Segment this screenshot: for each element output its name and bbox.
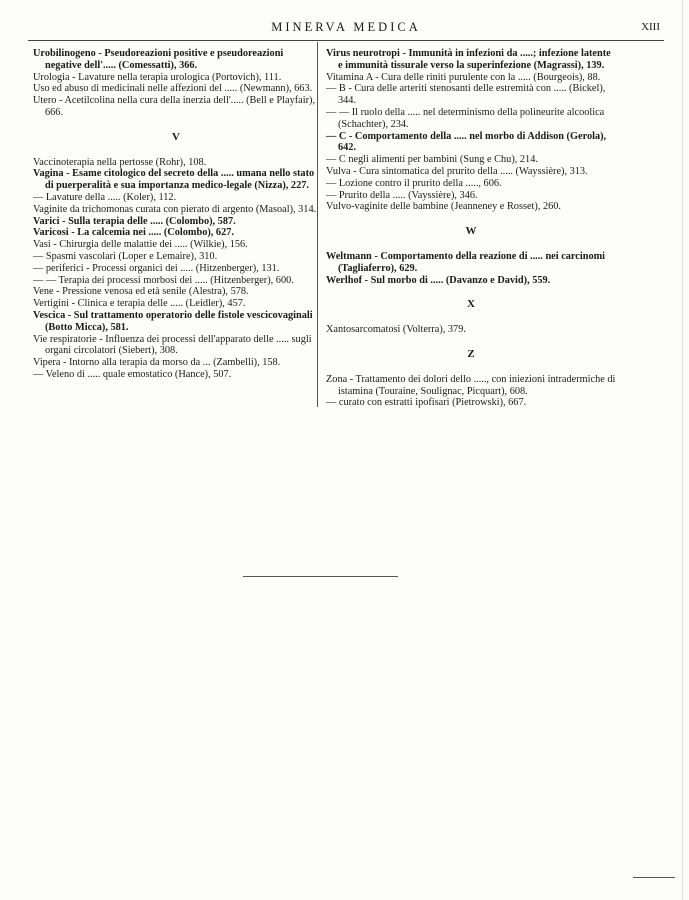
index-entry: — C - Comportamento della ..... nel morbo di Addison (Gerola), 642. xyxy=(326,130,607,154)
right-entries-x xyxy=(326,324,616,336)
section-letter-x: X xyxy=(467,298,475,311)
index-entry: Vasi - Chirurgia delle malattie dei ..... (Wilkie), 156. xyxy=(33,239,248,251)
index-entry: — Veleno di ..... quale emostatico (Hance), 507. xyxy=(33,368,232,380)
index-entry: Vagina - Esame citologico del secreto della ..... umana nello stato di puerperalità e sua importanza medico-legale (Nizza), 227. xyxy=(33,168,315,192)
index-entry: Vie respiratorie - Influenza dei processi dell'apparato delle ..... sugli organi circolatori (Siebert), 308. xyxy=(33,333,312,357)
index-entry: Vitamina A - Cura delle riniti purulente con la ..... (Bourgeois), 88. xyxy=(326,71,601,83)
right-entries-z xyxy=(326,374,616,409)
index-entry: — — Terapia dei processi morbosi dei ..... (Hitzenberger), 600. xyxy=(33,274,294,286)
index-entry: Vescica - Sul trattamento operatorio delle fistole vescicovaginali (Botto Micca), 581. xyxy=(33,309,313,333)
right-column xyxy=(326,48,616,409)
corner-mark xyxy=(633,877,675,878)
index-entry: — Lavature della ..... (Koler), 112. xyxy=(33,191,177,203)
index-entry: Vulva - Cura sintomatica del prurito della ..... (Wayssière), 313. xyxy=(326,165,588,177)
index-entry: — Spasmi vascolari (Loper e Lemaire), 310. xyxy=(33,250,218,262)
section-letter-z: Z xyxy=(467,347,475,360)
index-entry: Urologia - Lavature nella terapia urologica (Portovich), 111. xyxy=(33,71,282,83)
index-entry: Vipera - Intorno alla terapia da morso da ... (Zambelli), 158. xyxy=(33,357,281,369)
right-entries-top xyxy=(326,48,616,213)
section-letter-w: W xyxy=(465,225,477,238)
index-entry: Vulvo-vaginite delle bambine (Jeanneney e Rosset), 260. xyxy=(326,201,561,213)
index-entry: Werlhof - Sul morbo di ..... (Davanzo e David), 559. xyxy=(326,274,551,286)
page-edge xyxy=(682,0,683,900)
index-entry: Uso ed abuso di medicinali nelle affezioni del ..... (Newmann), 663. xyxy=(33,83,313,95)
index-entry: — Prurito della ..... (Vayssière), 346. xyxy=(326,189,478,201)
page-header xyxy=(28,18,664,41)
index-entry: Vene - Pressione venosa ed età senile (Alestra), 578. xyxy=(33,286,249,298)
section-letter-v: V xyxy=(172,130,180,143)
journal-title: MINERVA MEDICA xyxy=(271,20,421,34)
footer-rule xyxy=(243,576,398,577)
index-entry: — periferici - Processi organici dei ..... (Hitzenberger), 131. xyxy=(33,262,280,274)
left-column xyxy=(33,48,319,381)
page-number: XIII xyxy=(641,21,660,33)
index-entry: Varici - Sulla terapia delle ..... (Colombo), 587. xyxy=(33,215,236,227)
index-entry: — B - Cura delle arteriti stenosanti delle estremità con ..... (Bickel), 344. xyxy=(326,83,606,107)
index-entry: Virus neurotropi - Immunità in infezioni da .....; infezione latente e immunità tissurale verso la superinfezione (Magrassi), 139. xyxy=(326,48,611,71)
left-entries-top xyxy=(33,48,319,119)
index-entry: Xantosarcomatosi (Volterra), 379. xyxy=(326,324,466,336)
index-entry: Varicosi - La calcemia nei ..... (Colombo), 627. xyxy=(33,227,234,239)
index-entry: Vaginite da trichomonas curata con pierato di argento (Masoal), 314. xyxy=(33,203,317,215)
index-entry: — Lozione contro il prurito della ....., 606. xyxy=(326,177,502,189)
left-entries-v xyxy=(33,157,319,381)
index-entry: Weltmann - Comportamento della reazione di ..... nei carcinomi (Tagliaferro), 629. xyxy=(326,250,606,274)
index-entry: — — Il ruolo della ..... nel determinismo della polineurite alcoolica (Schachter), 234. xyxy=(326,106,605,130)
index-entry: Vertigini - Clinica e terapia delle ..... (Leidler), 457. xyxy=(33,298,246,310)
index-entry: — C negli alimenti per bambini (Sung e Chu), 214. xyxy=(326,154,538,166)
right-entries-w xyxy=(326,251,616,286)
index-entry: — curato con estratti ipofisari (Pietrowski), 667. xyxy=(326,397,527,409)
index-entry: Vaccinoterapia nella pertosse (Rohr), 108. xyxy=(33,156,207,168)
index-entry: Utero - Acetilcolina nella cura della inerzia dell'..... (Bell e Playfair), 666. xyxy=(33,95,316,118)
index-entry: Urobilinogeno - Pseudoreazioni positive e pseudoreazioni negative dell'..... (Comessatti), 366. xyxy=(33,48,284,71)
index-entry: Zona - Trattamento dei dolori dello ....., con iniezioni intradermiche di istamina (Touraine, Soulignac, Picquart), 608. xyxy=(326,373,616,397)
